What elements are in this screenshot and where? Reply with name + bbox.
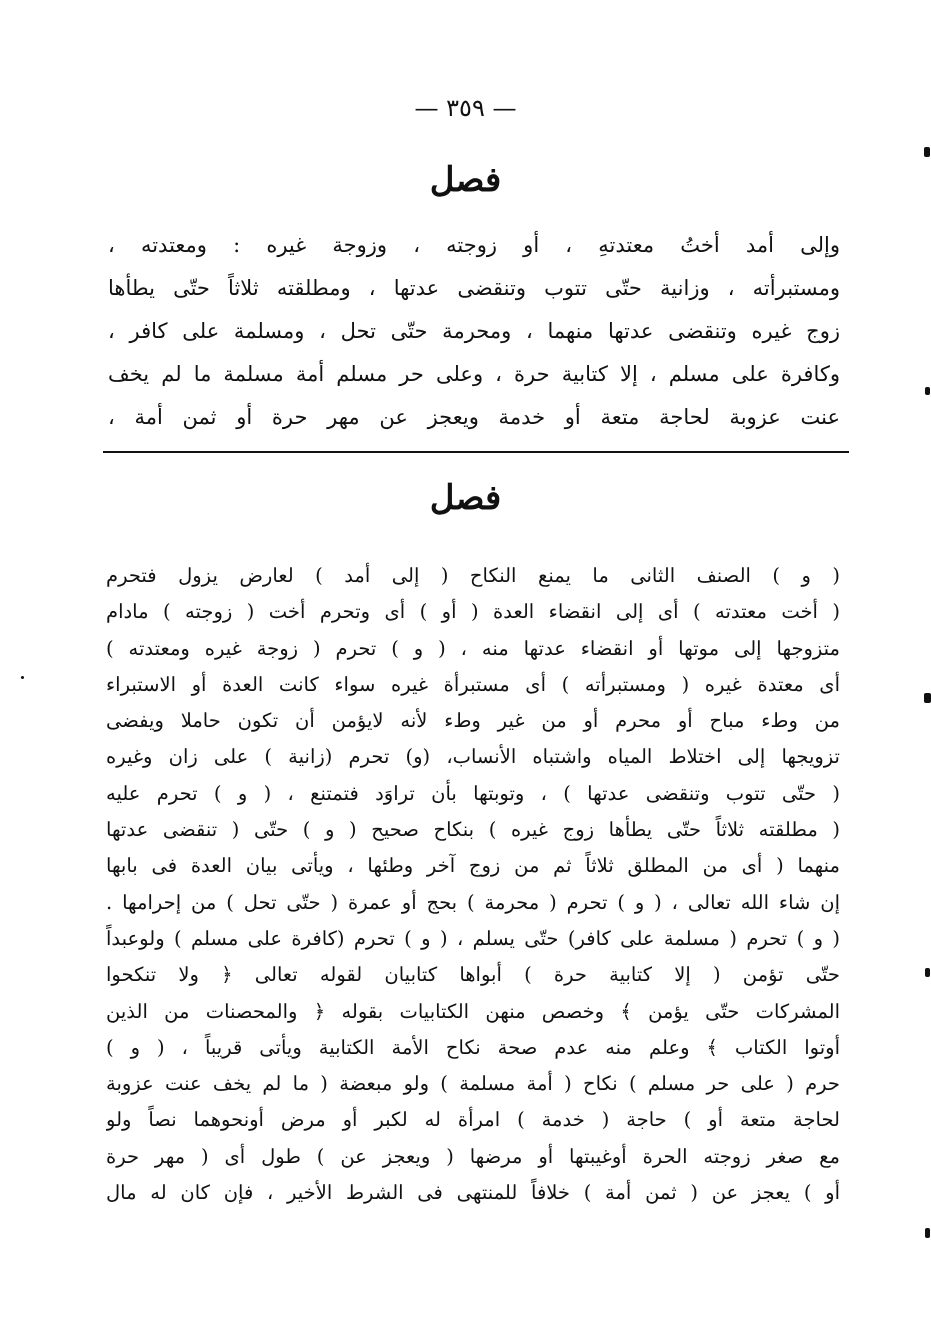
sharh-line: تزويجها إلى اختلاط المياه واشتباه الأنساب، (و) تحرم (زانية ) على زان وغيره (106, 745, 840, 769)
margin-scan-mark (925, 968, 930, 977)
margin-scan-mark (924, 693, 931, 703)
sharh-text-block (106, 558, 840, 1211)
matn-line: وكافرة على مسلم ، إلا كتابية حرة ، وعلى حر مسلم أمة مسلمة ما لم يخف (108, 362, 840, 386)
section-divider-rule (103, 451, 849, 453)
sharh-line: حرم ( على حر مسلم ) نكاح ( أمة مسلمة ) ولو مبعضة ( ما لم يخف عنت عزوبة (106, 1072, 840, 1096)
matn-line: ومستبرأته ، وزانية حتّى تتوب وتنقضى عدتها ، ومطلقته ثلاثاً حتّى يطأها (108, 276, 840, 300)
margin-scan-mark (925, 1228, 930, 1238)
sharh-line: ( و ) تحرم ( مسلمة على كافر) حتّى يسلم ، ( و ) تحرم (كافرة على مسلم ) ولوعبداً (106, 926, 840, 950)
margin-scan-mark (924, 147, 930, 157)
sharh-line: حتّى تؤمن ( إلا كتابية حرة ) أبواها كتابيان لقوله تعالى ﴿ ولا تنكحوا (106, 963, 840, 987)
sharh-line: منهما ( أى من المطلق ثلاثاً ثم من زوج آخر وطئها ، ويأتى بيان العدة فى بابها (106, 854, 840, 878)
sharh-line: متزوجها إلى موتها أو انقضاء عدتها منه ، ( و ) تحرم ( زوجة غيره ومعتدته ) (106, 636, 840, 660)
margin-scan-mark (925, 387, 930, 395)
sharh-line: أوتوا الكتاب ﴾ وعلم منه عدم صحة نكاح الأمة الكتابية ويأتى قريباً ، ( و ) (106, 1035, 840, 1059)
section-heading-sharh: فصل (429, 478, 502, 518)
page-number: — ٣٥٩ — (414, 94, 517, 122)
sharh-line: أو ) يعجز عن ( ثمن أمة ) خلافاً للمنتهى فى الشرط الأخير ، فإن كان له مال (106, 1181, 840, 1205)
sharh-line: المشركات حتّى يؤمن ﴾ وخصص منهن الكتابيات بقوله ﴿ والمحصنات من الذين (106, 999, 840, 1023)
sharh-line: مع صغر زوجته الحرة أوغيبتها أو مرضها ( ويعجز عن ) طول أى ( مهر حرة (106, 1144, 840, 1168)
sharh-line: لحاجة متعة أو ) حاجة ( خدمة ) امرأة له لكبر أو مرض أونحوهما نصاً ولو (106, 1108, 840, 1132)
sharh-line: ( أخت معتدته ) أى إلى انقضاء العدة ( أو ) أى وتحرم أخت ( زوجته ) مادام (106, 600, 840, 624)
matn-text-block (108, 224, 840, 439)
sharh-line: ( مطلقته ثلاثاً حتّى يطأها زوج غيره ) بنكاح صحيح ( و ) حتّى ( تنقضى عدتها (106, 818, 840, 842)
sharh-line: إن شاء الله تعالى ، ( و ) تحرم ( محرمة ) بحج أو عمرة ( حتّى تحل ) من إحرامها . (106, 890, 840, 914)
matn-line: وإلى أمد أختُ معتدتهِ ، أو زوجته ، وزوجة غيره : ومعتدته ، (108, 233, 840, 257)
sharh-line: ( حتّى تتوب وتنقضى عدتها ) ، وتوبتها بأن تراوَد فتمتنع ، ( و ) تحرم عليه (106, 781, 840, 805)
sharh-line: ( و ) الصنف الثانى ما يمنع النكاح ( إلى أمد ) لعارض يزول فتحرم (106, 564, 840, 587)
sharh-line: من وطء مباح أو محرم أو من غير وطء لأنه لايؤمن أن تكون حاملا ويفضى (106, 709, 840, 733)
matn-line: عنت عزوبة لحاجة متعة أو خدمة ويعجز عن مهر حرة أو ثمن أمة ، (108, 405, 840, 429)
section-heading-matn: فصل (429, 160, 502, 200)
matn-line: زوج غيره وتنقضى عدتها منهما ، ومحرمة حتّى تحل ، ومسلمة على كافر ، (108, 319, 840, 343)
sharh-line: أى معتدة غيره ( ومستبرأته ) أى مستبرأة غيره سواء كانت العدة أو الاستبراء (106, 672, 840, 696)
margin-scan-speck (21, 676, 24, 679)
